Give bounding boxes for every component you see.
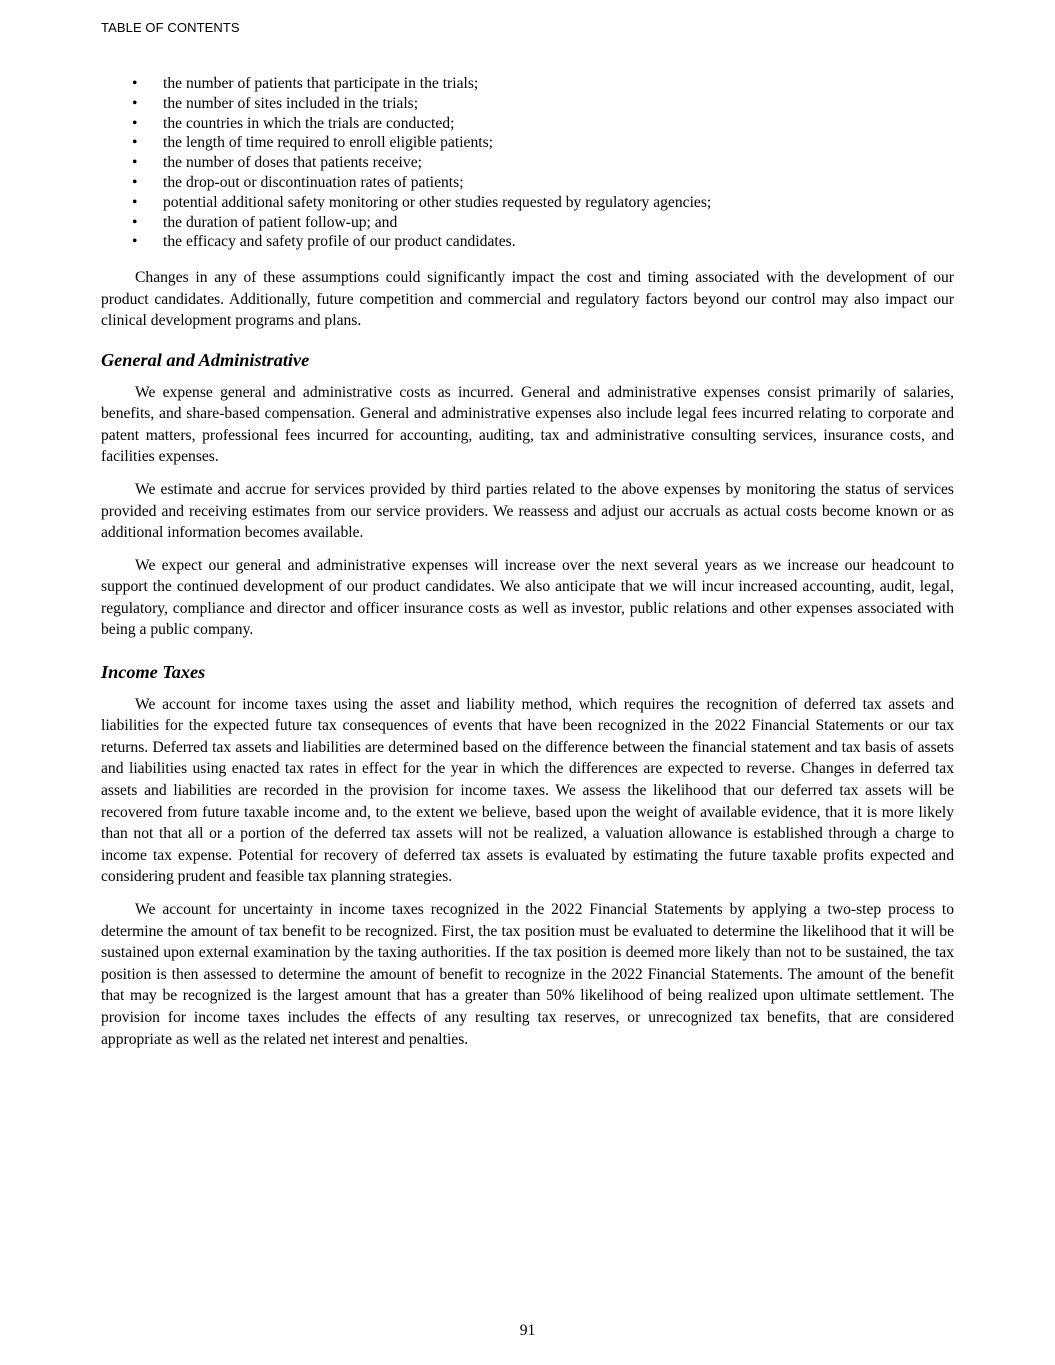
list-item-text: the efficacy and safety profile of our product candidates. — [163, 233, 516, 251]
list-item — [101, 114, 954, 134]
list-item-text: the number of sites included in the trials; — [163, 94, 419, 112]
list-item — [101, 153, 954, 173]
intro-paragraph: Changes in any of these assumptions could significantly impact the cost and timing associated with the development of our product candidates. Additionally, future competition and commercial and regulatory factors beyond our control may also impact our clinical development programs and plans. — [101, 269, 954, 330]
assumptions-list — [101, 74, 954, 252]
bullet-icon: • — [132, 213, 138, 231]
list-item — [101, 94, 954, 114]
bullet-icon: • — [132, 94, 138, 112]
section-heading-income-taxes: Income Taxes — [101, 662, 206, 683]
bullet-icon: • — [132, 173, 138, 191]
page-body — [101, 74, 954, 1050]
bullet-icon: • — [132, 154, 138, 172]
general-admin-paragraph-2: We estimate and accrue for services provided by third parties related to the above expenses by monitoring the status of services provided and receiving estimates from our service providers. We reassess and adjust our accruals as actual costs become known or as additional information becomes available. — [101, 480, 954, 542]
bullet-icon: • — [132, 75, 138, 92]
bullet-icon: • — [132, 233, 138, 251]
list-item — [101, 133, 954, 153]
income-taxes-paragraph-1: We account for income taxes using the asset and liability method, which requires the recognition of deferred tax assets and liabilities for the expected future tax consequences of events that have been recognized in the 2022 Financial Statements or our tax returns. Deferred tax assets and liabilities are determined based on the difference between the financial statement and tax basis of assets and liabilities using enacted tax rates in effect for the year in which the differences are expected to reverse. Changes in deferred tax assets and liabilities are recorded in the provision for income taxes. We assess the likelihood that our deferred tax assets will be recovered from future taxable income and, to the extent we believe, based upon the weight of available evidence, that it is more likely than not that all or a portion of the deferred tax assets will not be realized, a valuation allowance is established through a charge to income tax expense. Potential for recovery of deferred tax assets is evaluated by estimating the future taxable profits expected and considering prudent and feasible tax planning strategies. — [101, 695, 954, 886]
list-item-text: potential additional safety monitoring or other studies requested by regulatory agencies; — [163, 193, 712, 211]
list-item — [101, 74, 954, 94]
table-of-contents-link[interactable]: TABLE OF CONTENTS — [101, 20, 240, 35]
bullet-icon: • — [132, 193, 138, 211]
list-item-text: the drop-out or discontinuation rates of patients; — [163, 173, 464, 191]
list-item-text: the number of patients that participate in the trials; — [163, 75, 479, 92]
list-item-text: the countries in which the trials are conducted; — [163, 114, 455, 132]
list-item — [101, 193, 954, 213]
list-item-text: the length of time required to enroll eligible patients; — [163, 134, 493, 152]
income-taxes-paragraph-2: We account for uncertainty in income taxes recognized in the 2022 Financial Statements by applying a two-step process to determine the amount of tax benefit to be recognized. First, the tax position must be evaluated to determine the likelihood that it will be sustained upon external examination by the taxing authorities. If the tax position is deemed more likely than not to be sustained, the tax position is then assessed to determine the amount of benefit to recognize in the 2022 Financial Statements. The amount of the benefit that may be recognized is the largest amount that has a greater than 50% likelihood of being realized upon ultimate settlement. The provision for income taxes includes the effects of any resulting tax reserves, or unrecognized tax benefits, that are considered appropriate as well as the related net interest and penalties. — [101, 901, 954, 1048]
section-heading-general-administrative: General and Administrative — [101, 349, 310, 370]
list-item — [101, 232, 954, 252]
bullet-icon: • — [132, 114, 138, 132]
list-item-text: the duration of patient follow-up; and — [163, 213, 398, 231]
general-admin-paragraph-3: We expect our general and administrative expenses will increase over the next several years as we increase our headcount to support the continued development of our product candidates. We also anticipate that we will incur increased accounting, audit, legal, regulatory, compliance and director and officer insurance costs as well as investor, public relations and other expenses associated with being a public company. — [101, 556, 954, 639]
general-admin-paragraph-1: We expense general and administrative costs as incurred. General and administrative expenses consist primarily of salaries, benefits, and share-based compensation. General and administrative expenses also include legal fees incurred relating to corporate and patent matters, professional fees incurred for accounting, auditing, tax and administrative consulting services, insurance costs, and facilities expenses. — [101, 383, 954, 466]
bullet-icon: • — [132, 134, 138, 152]
list-item — [101, 213, 954, 233]
list-item — [101, 173, 954, 193]
list-item-text: the number of doses that patients receive; — [163, 154, 422, 172]
page-number: 91 — [519, 1322, 536, 1339]
